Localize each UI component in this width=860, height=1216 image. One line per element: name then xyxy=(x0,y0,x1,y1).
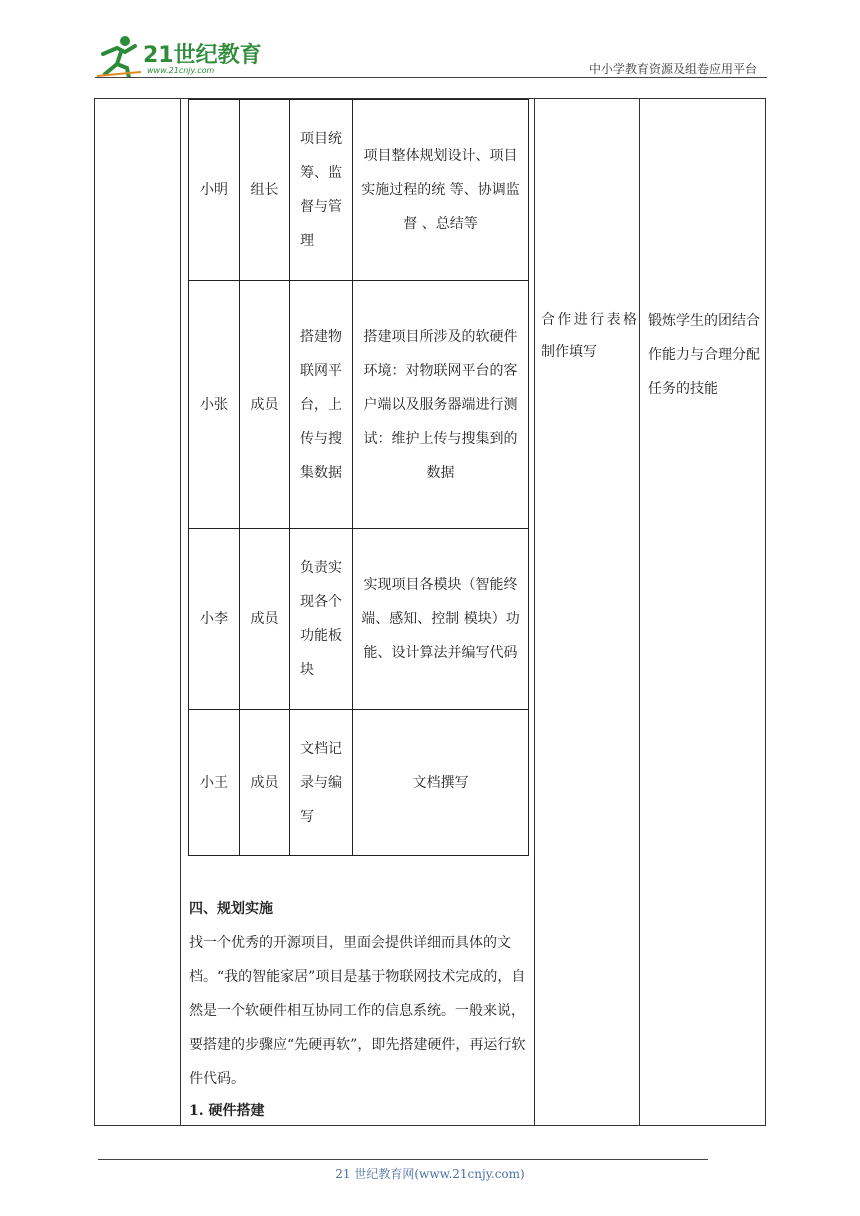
column-divider-1 xyxy=(180,98,181,1126)
table-row xyxy=(189,710,529,856)
platform-name: 中小学教育资源及组卷应用平台 xyxy=(588,62,757,76)
member-name-cell: 小明 xyxy=(189,100,240,281)
member-role-cell: 成员 xyxy=(240,281,290,529)
header-divider xyxy=(95,77,767,78)
student-activity-text: 合作进行表格制作填写 xyxy=(541,312,637,360)
member-role-cell: 组长 xyxy=(240,100,290,281)
member-task-cell: 项目统筹、监督与管理 xyxy=(290,100,353,281)
member-role-cell: 成员 xyxy=(240,529,290,710)
table-row xyxy=(189,529,529,710)
roles-table xyxy=(188,99,529,856)
footer-divider xyxy=(98,1159,708,1160)
logo-url: www.21cnjy.com xyxy=(147,66,215,75)
member-task-cell: 搭建物联网平台，上传与搜集数据 xyxy=(290,281,353,529)
table-row xyxy=(189,100,529,281)
member-task-cell: 文档记录与编写 xyxy=(290,710,353,856)
design-intent-text: 锻炼学生的团结合作能力与合理分配任务的技能 xyxy=(648,313,760,397)
subsection-heading: 1. 硬件搭建 xyxy=(189,1103,265,1119)
member-name-cell: 小李 xyxy=(189,529,240,710)
section-heading: 四、规划实施 xyxy=(189,901,273,917)
member-name-cell: 小王 xyxy=(189,710,240,856)
column-divider-2 xyxy=(534,98,535,1126)
member-description-cell: 项目整体规划设计、项目实施过程的统 等、协调监督 、总结等 xyxy=(353,100,529,281)
logo-text: 21世纪教育 xyxy=(143,43,262,68)
member-description-cell: 实现项目各模块（智能终端、感知、控制 模块）功能、设计算法并编写代码 xyxy=(353,529,529,710)
table-row xyxy=(189,281,529,529)
column-divider-3 xyxy=(639,98,640,1126)
page-footer: 21 世纪教育网(www.21cnjy.com) xyxy=(335,1167,525,1181)
member-name-cell: 小张 xyxy=(189,281,240,529)
member-role-cell: 成员 xyxy=(240,710,290,856)
runner-logo-icon xyxy=(95,34,143,78)
member-task-cell: 负责实现各个功能板块 xyxy=(290,529,353,710)
site-logo xyxy=(95,34,275,78)
member-description-cell: 搭建项目所涉及的软硬件环境：对物联网平台的客户端以及服务器端进行测试：维护上传与搜集到的数据 xyxy=(353,281,529,529)
section-paragraph: 找一个优秀的开源项目，里面会提供详细而具体的文档。“我的智能家居”项目是基于物联网技术完成的，自然是一个软硬件相互协同工作的信息系统。一般来说，要搭建的步骤应“先硬再软”，即先搭建硬件，再运行软件代码。 xyxy=(189,935,526,1087)
page-header xyxy=(95,28,767,78)
member-description-cell: 文档撰写 xyxy=(353,710,529,856)
